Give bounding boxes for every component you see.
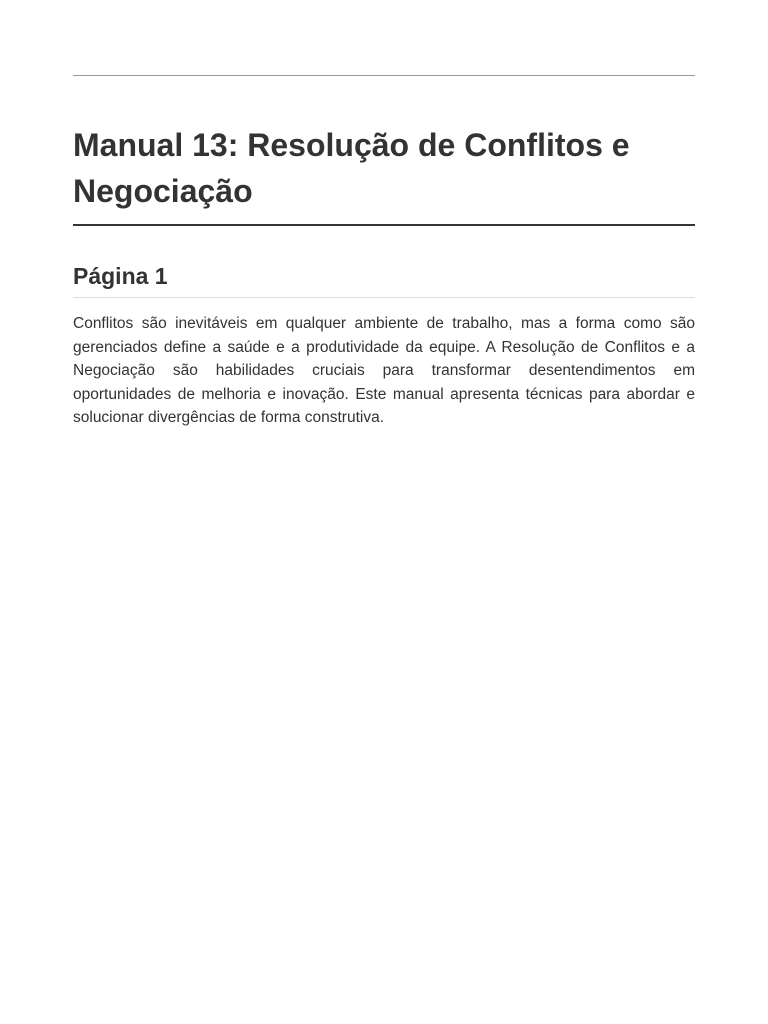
top-divider [73, 75, 695, 76]
document-title: Manual 13: Resolução de Conflitos e Negociação [73, 127, 630, 209]
title-divider [73, 224, 695, 226]
section-heading: Página 1 [73, 263, 168, 289]
section-divider [73, 297, 695, 298]
body-paragraph: Conflitos são inevitáveis em qualquer ambiente de trabalho, mas a forma como são gerenciados define a saúde e a produtividade da equipe. A Resolução de Conflitos e a Negociação são habilidades cruciais para transformar desentendimentos em oportunidades de melhoria e inovação. Este manual apresenta técnicas para abordar e solucionar divergências de forma construtiva. [73, 315, 695, 426]
